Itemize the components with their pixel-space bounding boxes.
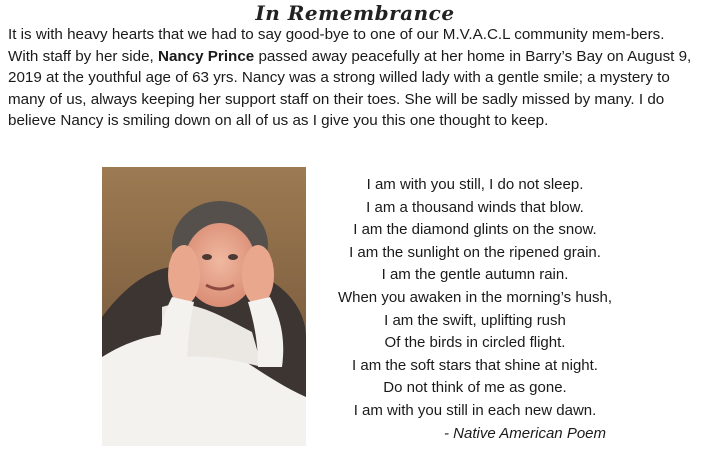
portrait-illustration — [102, 167, 306, 446]
memorial-name: Nancy Prince — [157, 47, 255, 65]
poem-line: I am the diamond glints on the snow. — [353, 221, 597, 239]
poem-line: I am with you still, I do not sleep. — [366, 176, 584, 193]
poem — [320, 174, 630, 445]
intro-text-part-2: passed away peacefully at her home in Barry’s Bay on August 9, 2019 at the youthful age of 63 yrs. Nancy was a strong willed lady with a gentle smile; a mystery to many of us, always keeping her support staff on their toes. She will be sadly missed by many. I do believe Nancy is smiling down on all of us as I give you this one thought to keep. — [8, 47, 692, 130]
poem-line: When you awaken in the morning’s hush, — [337, 288, 613, 306]
poem-line: I am the sunlight on the ripened grain. — [349, 243, 601, 261]
poem-line: I am the soft stars that shine at night. — [352, 356, 598, 374]
intro-paragraph — [8, 24, 698, 132]
intro-text-part-1: It is with heavy hearts that we had to say good-bye to one of our M.V.A.C.L community mem-bers. With staff by her side, — [8, 26, 665, 65]
poem-line: Do not think of me as gone. — [383, 379, 567, 397]
poem-line: I am with you still in each new dawn. — [353, 401, 597, 419]
poem-line: I am a thousand winds that blow. — [366, 198, 584, 216]
poem-line: Of the birds in circled flight. — [384, 334, 566, 352]
page-title: In Remembrance — [255, 1, 455, 25]
poem-line: I am the swift, uplifting rush — [384, 311, 566, 329]
memorial-photo — [102, 167, 306, 446]
poem-line: I am the gentle autumn rain. — [381, 266, 569, 284]
poem-credit: - Native American Poem — [444, 424, 606, 442]
